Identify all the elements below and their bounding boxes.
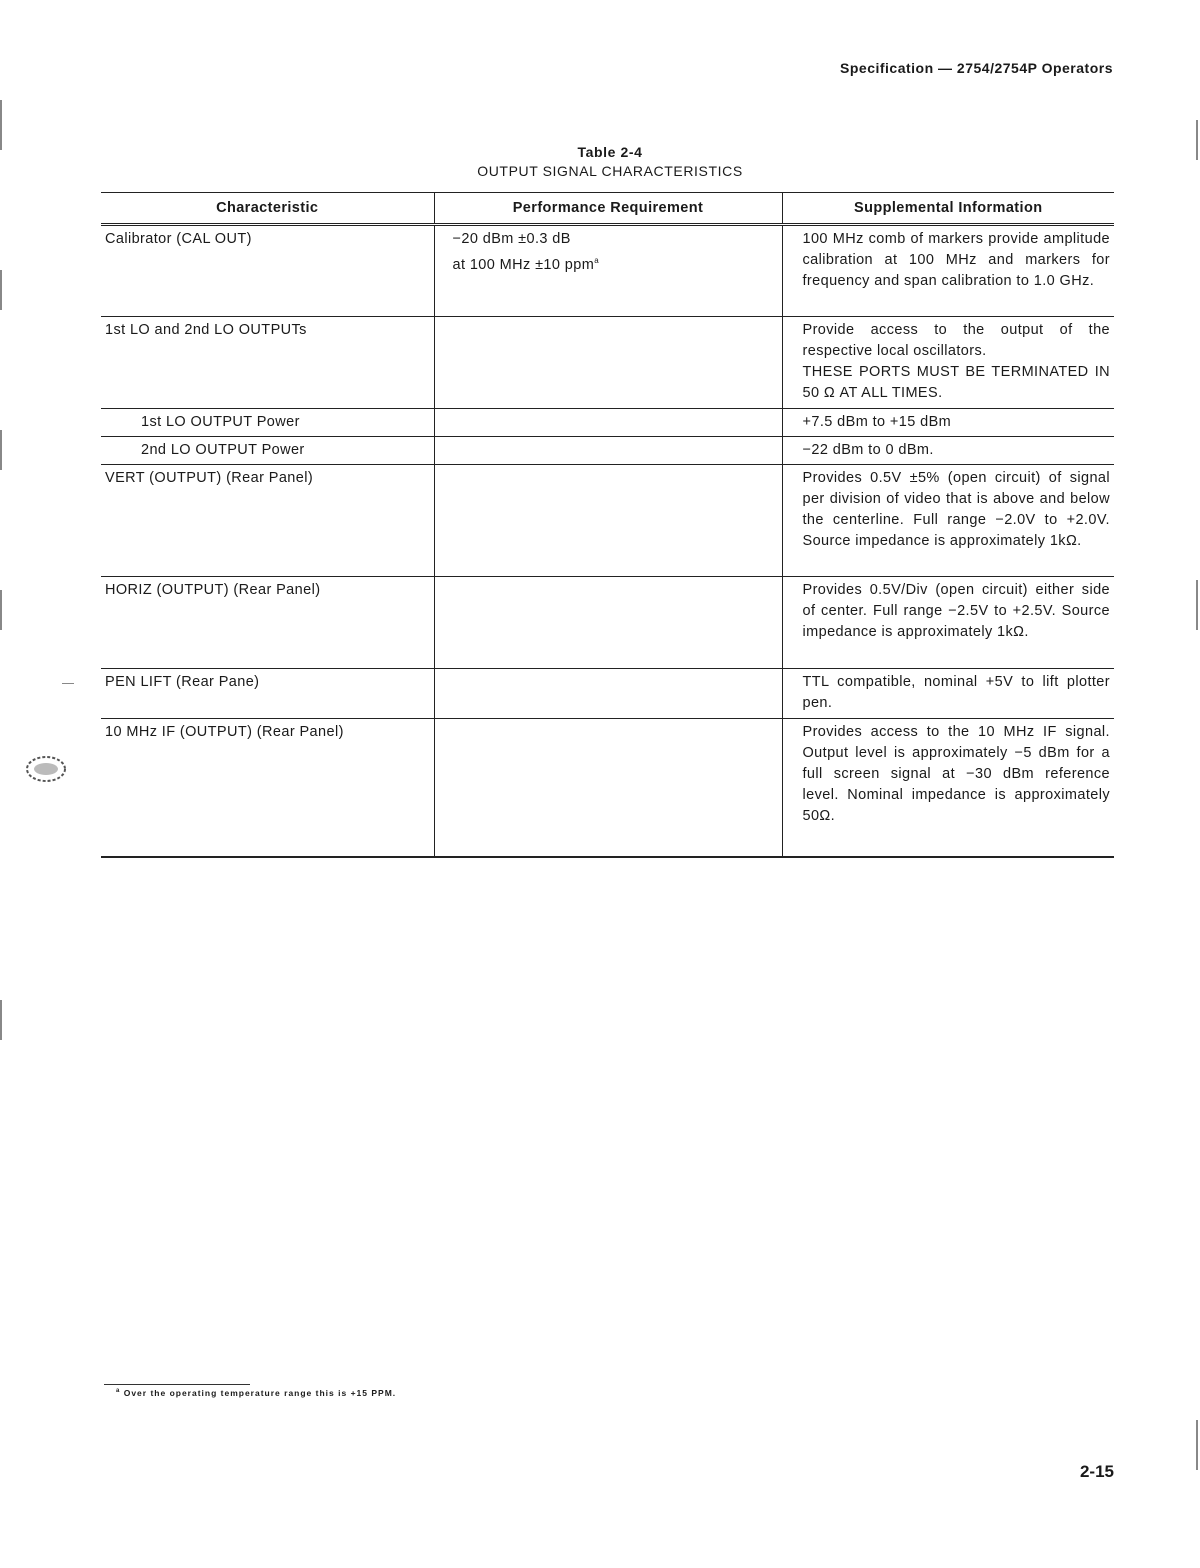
footnote-marker: a bbox=[116, 1388, 121, 1395]
scan-edge-mark bbox=[62, 683, 74, 684]
scan-edge-mark bbox=[0, 430, 2, 470]
performance-cell bbox=[434, 669, 782, 719]
supplemental-cell: −22 dBm to 0 dBm. bbox=[782, 437, 1114, 465]
column-header-performance: Performance Requirement bbox=[434, 193, 782, 225]
supplemental-cell: TTL compatible, nominal +5V to lift plotter pen. bbox=[782, 669, 1114, 719]
column-header-characteristic: Characteristic bbox=[101, 193, 434, 225]
table-number: Table 2-4 bbox=[577, 144, 643, 160]
supplemental-line: Provide access to the output of the respective local oscillators. bbox=[802, 322, 1110, 359]
scan-edge-mark bbox=[0, 270, 2, 310]
supplemental-cell: +7.5 dBm to +15 dBm bbox=[782, 409, 1114, 437]
performance-line bbox=[453, 250, 778, 276]
table-caption bbox=[440, 143, 780, 181]
characteristic-cell: Calibrator (CAL OUT) bbox=[101, 225, 434, 317]
table-row bbox=[101, 669, 1114, 719]
characteristic-cell: 1st LO OUTPUT Power bbox=[101, 409, 434, 437]
spec-table bbox=[101, 192, 1114, 858]
table-row bbox=[101, 317, 1114, 409]
performance-cell bbox=[434, 409, 782, 437]
characteristic-cell: 2nd LO OUTPUT Power bbox=[101, 437, 434, 465]
performance-cell bbox=[434, 225, 782, 317]
performance-cell bbox=[434, 719, 782, 857]
ink-stamp-mark bbox=[24, 752, 68, 786]
supplemental-cell: 100 MHz comb of markers provide amplitude calibration at 100 MHz and markers for frequency and span calibration to 1.0 GHz. bbox=[782, 225, 1114, 317]
characteristic-cell: VERT (OUTPUT) (Rear Panel) bbox=[101, 465, 434, 577]
supplemental-warning: THESE PORTS MUST BE TERMINATED IN 50 Ω AT ALL TIMES. bbox=[802, 364, 1110, 401]
page-number: 2-15 bbox=[1079, 1462, 1114, 1481]
footnote-marker: a bbox=[594, 256, 600, 265]
table-row bbox=[101, 577, 1114, 669]
column-header-supplemental: Supplemental Information bbox=[782, 193, 1114, 225]
characteristic-cell: PEN LIFT (Rear Pane) bbox=[101, 669, 434, 719]
performance-cell bbox=[434, 317, 782, 409]
characteristic-cell: 1st LO and 2nd LO OUTPUTs bbox=[101, 317, 434, 409]
performance-cell bbox=[434, 577, 782, 669]
performance-line: −20 dBm ±0.3 dB bbox=[452, 231, 571, 247]
table-row bbox=[101, 225, 1114, 317]
footnote bbox=[116, 1388, 396, 1398]
table-header-row bbox=[101, 193, 1114, 225]
footnote-rule bbox=[104, 1384, 250, 1385]
running-head: Specification — 2754/2754P Operators bbox=[840, 60, 1113, 76]
table-title: OUTPUT SIGNAL CHARACTERISTICS bbox=[477, 163, 743, 179]
characteristic-cell: 10 MHz IF (OUTPUT) (Rear Panel) bbox=[101, 719, 434, 857]
table-row bbox=[101, 719, 1114, 857]
scan-edge-mark bbox=[1196, 1420, 1198, 1470]
supplemental-cell bbox=[782, 317, 1114, 409]
characteristic-cell: HORIZ (OUTPUT) (Rear Panel) bbox=[101, 577, 434, 669]
supplemental-cell: Provides access to the 10 MHz IF signal. Output level is approximately −5 dBm for a full screen signal at −30 dBm reference level. Nominal impedance is approximately 50Ω. bbox=[782, 719, 1114, 857]
scan-edge-mark bbox=[0, 100, 2, 150]
table-row bbox=[101, 437, 1114, 465]
performance-text: at 100 MHz ±10 ppm bbox=[452, 256, 595, 273]
table-row bbox=[101, 409, 1114, 437]
footnote-text: Over the operating temperature range this is +15 PPM. bbox=[123, 1388, 397, 1398]
performance-cell bbox=[434, 465, 782, 577]
scan-edge-mark bbox=[0, 1000, 2, 1040]
scan-edge-mark bbox=[1196, 120, 1198, 160]
supplemental-cell: Provides 0.5V ±5% (open circuit) of signal per division of video that is above and below the centerline. Full range −2.0V to +2.0V. Source impedance is approximately 1kΩ. bbox=[782, 465, 1114, 577]
table-row bbox=[101, 465, 1114, 577]
scan-edge-mark bbox=[1196, 580, 1198, 630]
scan-edge-mark bbox=[0, 590, 2, 630]
supplemental-cell: Provides 0.5V/Div (open circuit) either side of center. Full range −2.5V to +2.5V. Source impedance is approximately 1kΩ. bbox=[782, 577, 1114, 669]
performance-cell bbox=[434, 437, 782, 465]
